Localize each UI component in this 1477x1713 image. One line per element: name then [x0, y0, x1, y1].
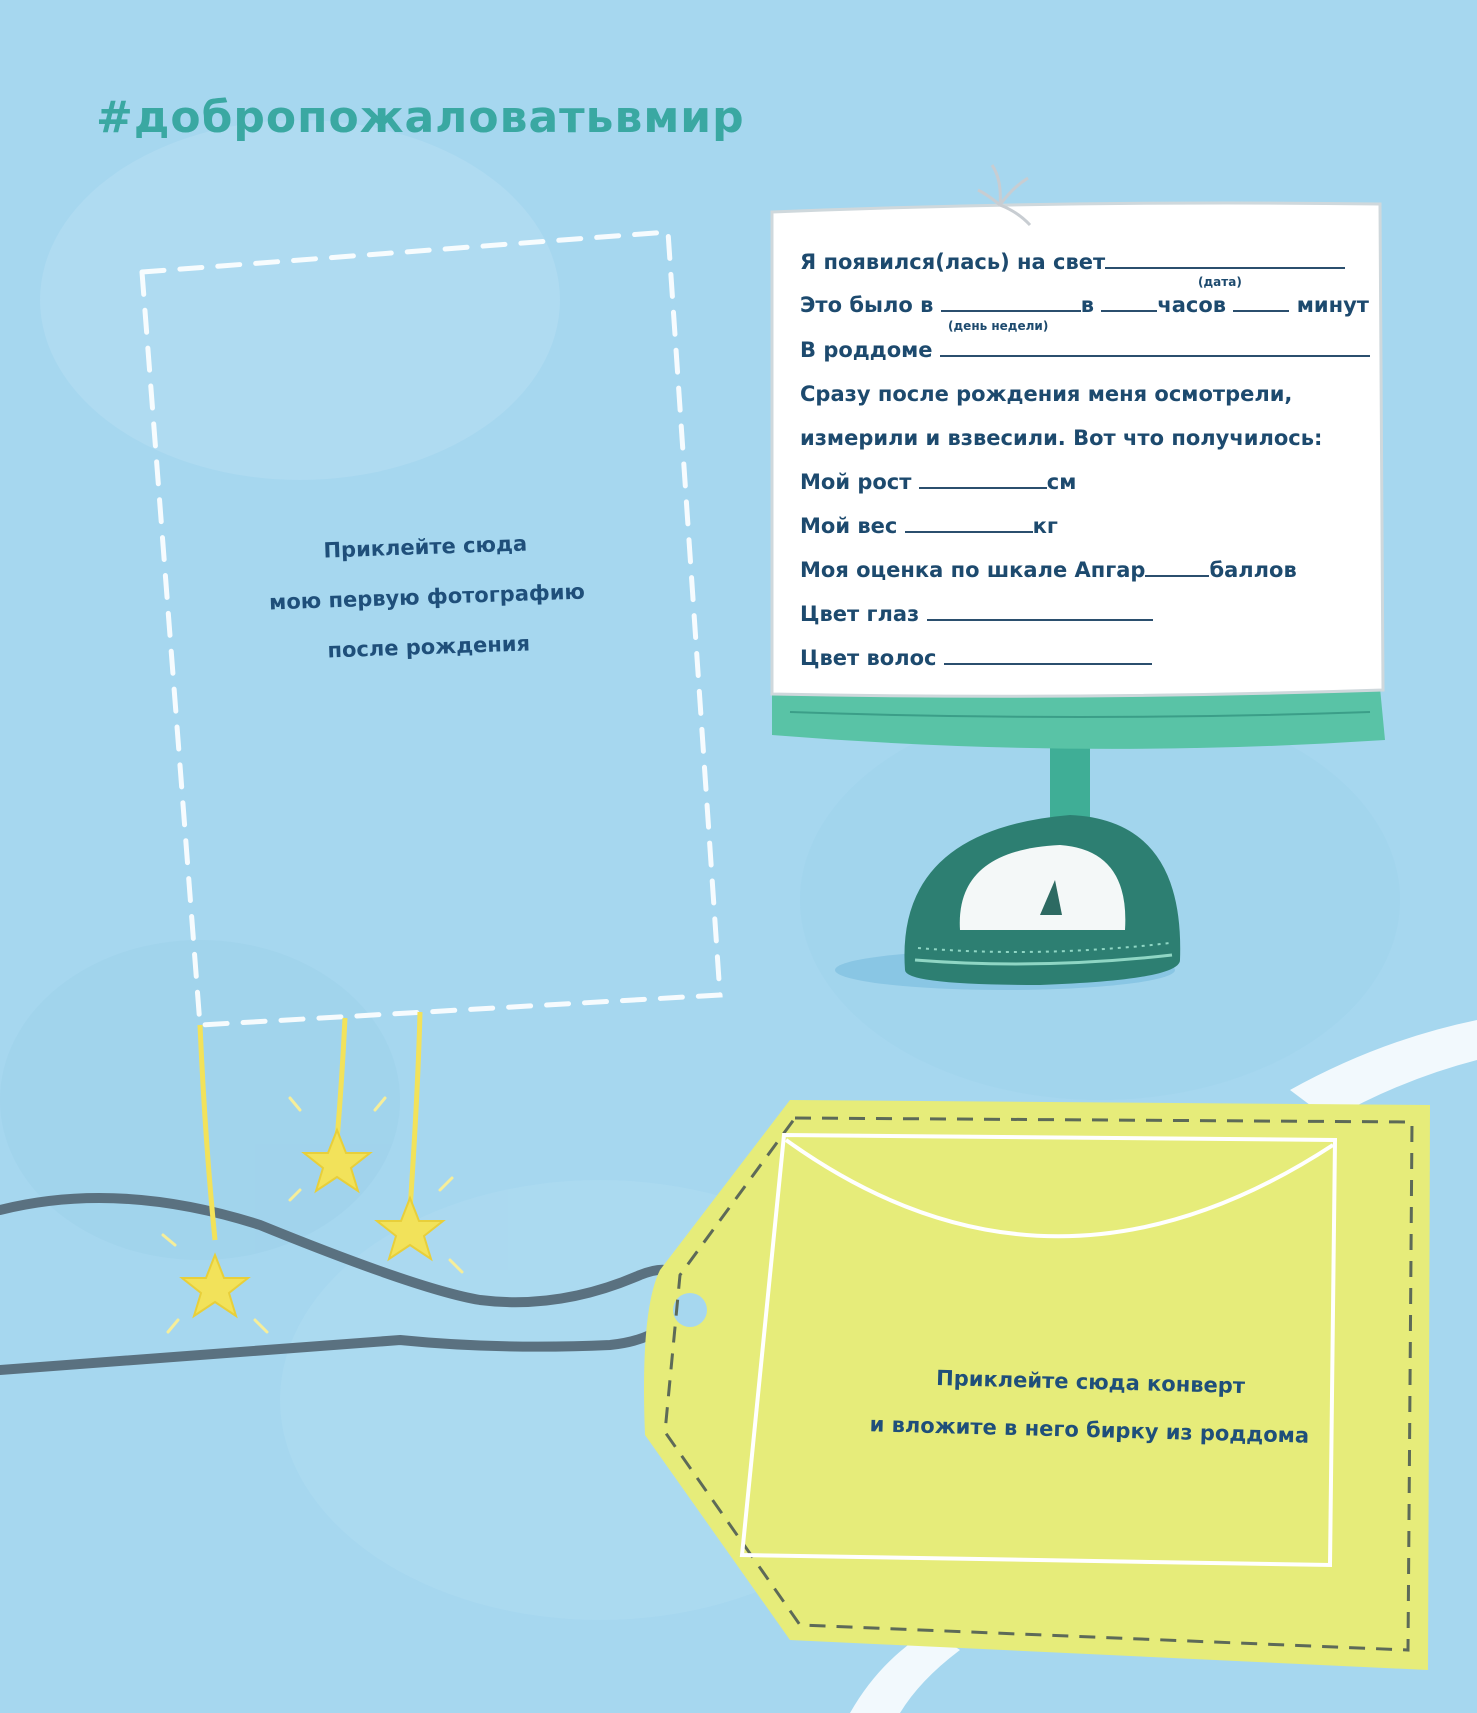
label-birth: Я появился(лась) на свет: [800, 250, 1106, 274]
label-weight: Мой вес: [800, 514, 898, 538]
page-title: #добропожаловатьвмир: [96, 92, 745, 143]
tag-text-line: Приклейте сюда конверт: [935, 1365, 1246, 1399]
label-hours: часов: [1157, 293, 1227, 317]
label-points: баллов: [1209, 558, 1297, 582]
label-kg: кг: [1032, 514, 1058, 538]
hospital-blank[interactable]: [940, 354, 1370, 357]
label-eye-color: Цвет глаз: [800, 602, 920, 626]
minutes-blank[interactable]: [1233, 309, 1289, 312]
label-hospital: В роддоме: [800, 338, 933, 362]
form-text-line: измерили и взвесили. Вот что получилось:: [800, 426, 1323, 450]
label-apgar: Моя оценка по шкале Апгар: [800, 558, 1146, 582]
form-text-line: Сразу после рождения меня осмотрели,: [800, 382, 1293, 406]
hours-blank[interactable]: [1101, 309, 1157, 312]
weekday-blank[interactable]: [941, 309, 1081, 312]
apgar-blank[interactable]: [1145, 574, 1209, 577]
form-hair-color: [800, 646, 1152, 670]
birth-date-blank[interactable]: [1105, 266, 1345, 269]
tag-placeholder-text: [849, 1352, 1331, 1461]
label-minutes: минут: [1296, 293, 1369, 317]
star-icon: [182, 1255, 248, 1316]
photo-placeholder-text: [259, 516, 594, 677]
form-weekday-time: [800, 293, 1369, 317]
form-birth-date: [800, 250, 1345, 274]
label-was: Это было в: [800, 293, 934, 317]
form-weight: [800, 514, 1058, 538]
weight-blank[interactable]: [905, 530, 1033, 533]
label-at: в: [1080, 293, 1094, 317]
label-height: Мой рост: [800, 470, 912, 494]
form-apgar: [800, 558, 1297, 582]
form-height: [800, 470, 1076, 494]
form-hospital: [800, 338, 1370, 362]
photo-text-line: Приклейте сюда: [323, 531, 528, 563]
form-eye-color: [800, 602, 1153, 626]
label-cm: см: [1046, 470, 1077, 494]
photo-text-line: мою первую фотографию: [268, 579, 586, 615]
label-hair-color: Цвет волос: [800, 646, 937, 670]
hint-weekday: (день недели): [948, 319, 1049, 333]
tag-text-line: и вложите в него бирку из роддома: [869, 1412, 1310, 1448]
height-blank[interactable]: [919, 486, 1047, 489]
eye-color-blank[interactable]: [927, 618, 1153, 621]
hint-date: (дата): [1198, 275, 1242, 289]
photo-text-line: после рождения: [327, 631, 531, 663]
hair-color-blank[interactable]: [944, 662, 1152, 665]
